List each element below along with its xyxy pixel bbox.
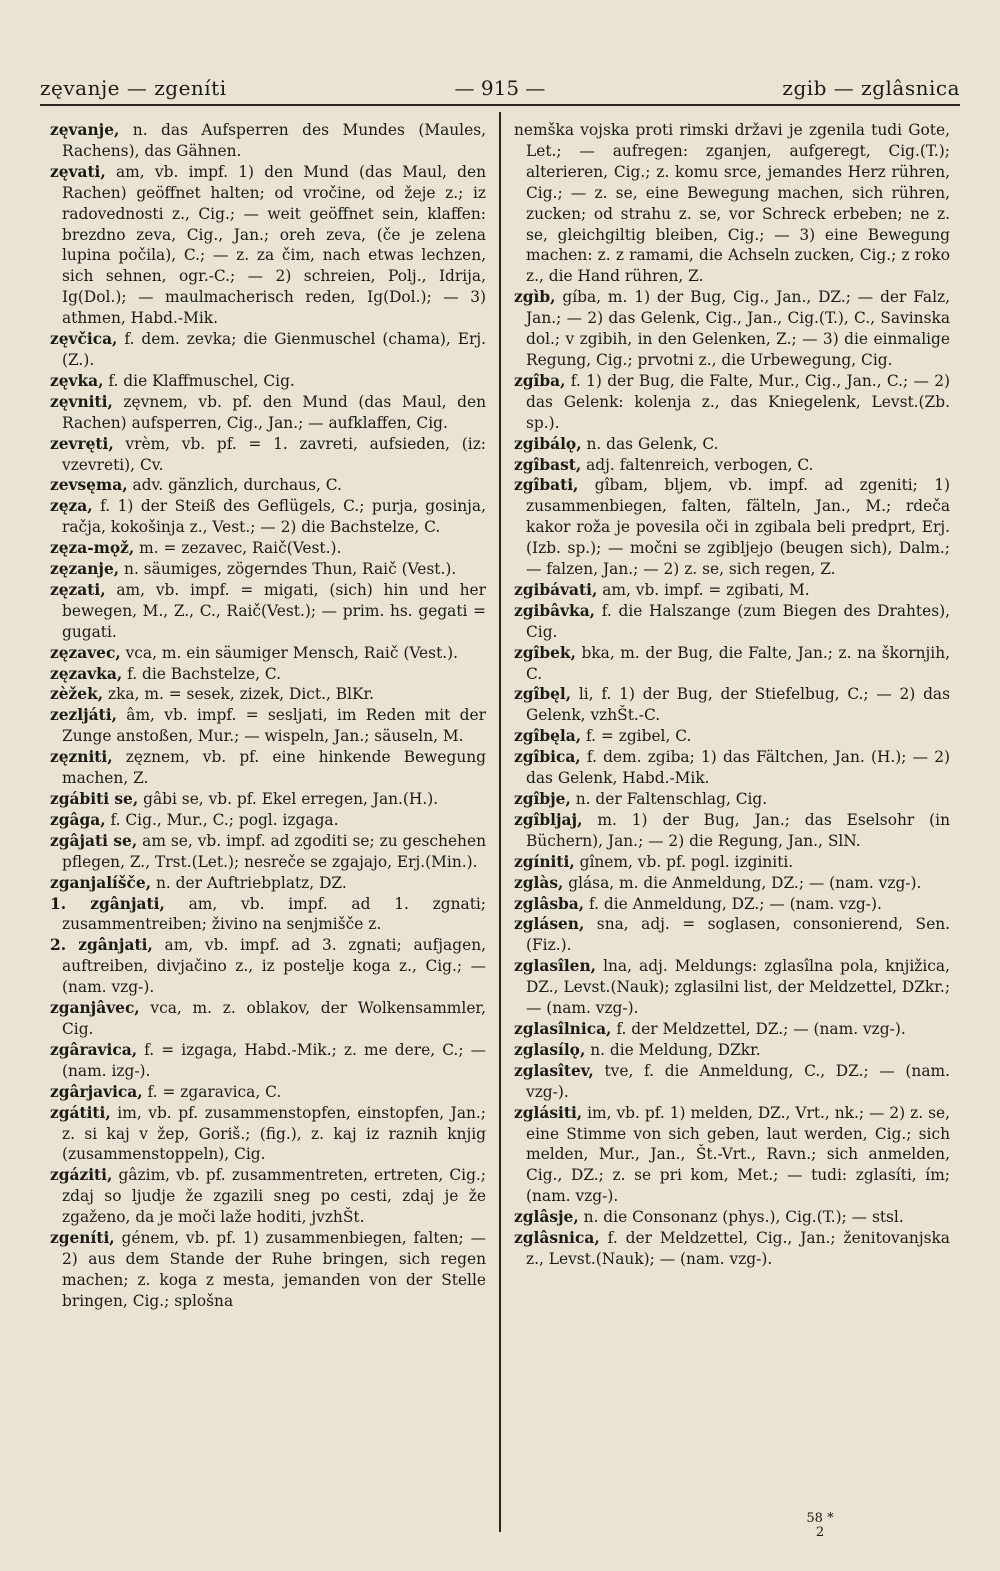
- entry-headword: zglâsnica,: [514, 1229, 600, 1248]
- dictionary-entry: [50, 475, 486, 496]
- entry-headword: zgáziti,: [50, 1166, 113, 1185]
- entry-definition: vca, m. z. oblakov, der Wolkensammler, Cig.: [62, 999, 486, 1038]
- entry-headword: zęvati,: [50, 162, 106, 181]
- entry-headword: 2. zgânjati,: [50, 936, 153, 955]
- entry-headword: zèžek,: [50, 685, 104, 704]
- entry-headword: zgîbje,: [514, 790, 571, 808]
- entry-headword: zgîba,: [514, 371, 566, 390]
- entry-definition: n. säumiges, zögerndes Thun, Raič (Vest.).: [119, 560, 457, 579]
- entry-headword: zgeníti,: [50, 1229, 115, 1248]
- entry-headword: zęvniti,: [50, 392, 113, 411]
- dictionary-entry: [50, 1228, 486, 1312]
- entry-headword: zęzavka,: [50, 664, 123, 683]
- entry-headword: zganjalíšče,: [50, 873, 152, 892]
- entry-definition: f. die Halszange (zum Biegen des Drahtes), Cig.: [526, 601, 950, 641]
- dictionary-entry: [50, 538, 486, 559]
- entry-headword: zęzavec,: [50, 643, 121, 662]
- entry-definition: f. 1) der Steiß des Geflügels, C.; purja, gosinja, račja, kokošinja z., Vest.; — 2) die Bachstelze, C.: [62, 497, 486, 537]
- entry-definition: am, vb. impf. ad 1. zgnati; zusammentreiben; živino na senjmišče z.: [62, 894, 486, 934]
- entry-definition: lna, adj. Meldungs: zglasîlna pola, knjižica, DZ., Levst.(Nauk); zglasilni list, der Meldzettel, DZkr.; — (nam. vzg-).: [526, 957, 951, 1018]
- entry-definition: zka, m. = sesek, zizek, Dict., BlKr.: [103, 685, 375, 704]
- entry-definition: vca, m. ein säumiger Mensch, Raič (Vest.).: [120, 643, 459, 662]
- header-right-range: zgib — zglâsnica: [782, 76, 960, 100]
- entry-definition: n. die Meldung, DZkr.: [585, 1040, 761, 1059]
- dictionary-entry: [50, 747, 486, 789]
- entry-definition: am se, vb. impf. ad zgoditi se; zu geschehen pflegen, Z., Trst.(Let.); nesreče se zgajajo, Erj.(Min.).: [62, 831, 486, 871]
- dictionary-entry: [514, 434, 950, 455]
- entry-definition: zęvnem, vb. pf. den Mund (das Maul, den Rachen) aufsperren, Cig., Jan.; — aufklaffen, Cig.: [62, 392, 486, 432]
- entry-definition: am, vb. impf. = zgibati, M.: [597, 580, 810, 599]
- entry-headword: zgátiti,: [50, 1103, 111, 1122]
- dictionary-entry: [514, 914, 950, 956]
- entry-headword: zglâsje,: [514, 1208, 579, 1227]
- entry-definition: tve, f. die Anmeldung, C., DZ.; — (nam. vzg-).: [526, 1061, 950, 1101]
- dictionary-entry: [50, 580, 486, 643]
- dictionary-entry: [50, 392, 486, 434]
- dictionary-entry: [50, 1165, 486, 1228]
- dictionary-entry: [50, 664, 486, 685]
- entry-headword: zęzati,: [50, 580, 106, 599]
- entry-definition: génem, vb. pf. 1) zusammenbiegen, falten; — 2) aus dem Stande der Ruhe bringen, sich regen machen; z. koga z mesta, jemanden von der Stelle bringen, Cig.; splošna: [62, 1229, 486, 1310]
- entry-definition: n. das Gelenk, C.: [581, 434, 719, 453]
- dictionary-entry: [50, 1103, 486, 1166]
- entry-headword: zglásen,: [514, 915, 585, 934]
- entry-headword: zglásiti,: [514, 1103, 583, 1122]
- entry-definition: glása, m. die Anmeldung, DZ.; — (nam. vzg-).: [563, 873, 922, 892]
- entry-headword: zevsęma,: [50, 476, 128, 495]
- entry-headword: zglasîlnica,: [514, 1019, 612, 1038]
- dictionary-entry: [50, 810, 486, 831]
- entry-headword: zgâga,: [50, 810, 106, 829]
- entry-headword: zglâsba,: [514, 894, 585, 913]
- dictionary-entry: [50, 1082, 486, 1103]
- dictionary-entry: [514, 789, 950, 810]
- entry-headword: zgîbek,: [514, 643, 576, 662]
- entry-definition: n. die Consonanz (phys.), Cig.(T.); — stsl.: [578, 1208, 904, 1227]
- entry-definition: f. die Klaffmuschel, Cig.: [103, 371, 295, 390]
- dictionary-entry: [50, 643, 486, 664]
- entry-definition: f. = zgaravica, C.: [142, 1082, 282, 1101]
- entry-definition: f. der Meldzettel, DZ.; — (nam. vzg-).: [611, 1019, 906, 1038]
- dictionary-entry: [514, 873, 950, 894]
- entry-definition: gâzim, vb. pf. zusammentreten, ertreten, Cig.; zdaj so ljudje že zgazili sneg po cesti, zdaj je že zgaženo, da je moči laže hoditi, jvzhŠt.: [62, 1166, 486, 1227]
- entry-definition: f. Cig., Mur., C.; pogl. izgaga.: [105, 810, 339, 829]
- dictionary-entry: [50, 789, 486, 810]
- entry-headword: zgâravica,: [50, 1040, 138, 1059]
- entry-definition: im, vb. pf. 1) melden, DZ., Vrt., nk.; — 2) z. se, eine Stimme von sich geben, laut werden, Cig.; sich melden, Mur., Jan., Št.-Vrt., Ravn.; sich anmelden, Cig., DZ.; z. se pri kom, Met.; — tudi: zglasíti, ím; (nam. vzg-).: [526, 1103, 950, 1206]
- entry-headword: zęvka,: [50, 371, 104, 390]
- entry-definition: âm, vb. impf. = sesljati, im Reden mit der Zunge anstoßen, Mur.; — wispeln, Jan.; säuseln, M.: [62, 706, 486, 746]
- dictionary-entry: [514, 1207, 950, 1228]
- dictionary-entry: [50, 873, 486, 894]
- dictionary-entry: [514, 1019, 950, 1040]
- entry-definition: li, f. 1) der Bug, der Stiefelbug, C.; — 2) das Gelenk, vzhŠt.-C.: [526, 685, 950, 725]
- entry-headword: zęzanje,: [50, 560, 120, 579]
- entry-definition: am, vb. impf. ad 3. zgnati; aufjagen, auftreiben, divjačino z., iz postelje koga z., Cig.; — (nam. vzg-).: [62, 936, 486, 997]
- entry-definition: gâbi se, vb. pf. Ekel erregen, Jan.(H.).: [138, 790, 439, 808]
- entry-definition: f. 1) der Bug, die Falte, Mur., Cig., Jan., C.; — 2) das Gelenk: kolenja z., das Kniegelenk, Levst.(Zb. sp.).: [526, 371, 950, 432]
- entry-definition: f. der Meldzettel, Cig., Jan.; ženitovanjska z., Levst.(Nauk); — (nam. vzg-).: [526, 1229, 950, 1268]
- header-left-range: zęvanje — zgeníti: [40, 76, 227, 100]
- entry-headword: zglasílǫ,: [514, 1040, 586, 1059]
- dictionary-entry: [514, 475, 950, 580]
- entry-definition: gînem, vb. pf. pogl. izginiti.: [574, 852, 794, 871]
- entry-definition: n. der Auftriebplatz, DZ.: [151, 873, 347, 892]
- dictionary-entry: [514, 371, 950, 434]
- entry-headword: zgâjati se,: [50, 831, 138, 850]
- entry-headword: zgârjavica,: [50, 1082, 143, 1101]
- entry-definition: nemška vojska proti rimski državi je zgenila tudi Gote, Let.; — aufregen: zganjen, aufgeregt, Cig.(T.); alterieren, Cig.; z. komu srce, jemandes Herz rühren, Cig.; — z. se, eine Bewegung machen, sich rühren, zucken; od strahu z. se, vor Schreck erbeben; ne z. se, gleichgiltig bleiben, Cig.; — 3) eine Bewegung machen: z. z ramami, die Achseln zucken, Cig.; z roko z., die Hand rühren, Z.: [514, 121, 950, 286]
- dictionary-entry: [514, 1228, 950, 1270]
- entry-headword: zęvanje,: [50, 121, 120, 139]
- dictionary-entry: [514, 956, 950, 1019]
- entry-headword: zglàs,: [514, 873, 564, 892]
- entry-headword: zgîbica,: [514, 748, 581, 767]
- entry-headword: zevręti,: [50, 434, 114, 453]
- entry-definition: f. dem. zevka; die Gienmuschel (chama), Erj.(Z.).: [62, 330, 486, 369]
- entry-headword: zgibâvka,: [514, 601, 596, 620]
- entry-definition: am, vb. impf. = migati, (sich) hin und her bewegen, M., Z., C., Raič(Vest.); — prim. hs. gegati = gugati.: [62, 580, 486, 641]
- dictionary-entry: [514, 287, 950, 371]
- entry-definition: im, vb. pf. zusammenstopfen, einstopfen, Jan.; z. si kaj v žep, Goriš.; (fig.), z. kaj iz raznih knjig (zusammenstoppeln), Cig.: [62, 1103, 486, 1164]
- dictionary-entry: [50, 705, 486, 747]
- right-column: [514, 120, 950, 1270]
- entry-headword: zganjâvec,: [50, 999, 140, 1018]
- entry-headword: zęvčica,: [50, 330, 118, 349]
- dictionary-entry: [514, 120, 950, 287]
- dictionary-entry: [514, 747, 950, 789]
- entry-headword: zglasîlen,: [514, 957, 597, 976]
- entry-definition: zęznem, vb. pf. eine hinkende Bewegung machen, Z.: [62, 748, 486, 788]
- entry-headword: zgîbljaj,: [514, 810, 583, 829]
- page-header: [40, 60, 960, 106]
- entry-headword: zgíniti,: [514, 852, 575, 871]
- entry-headword: zglasîtev,: [514, 1061, 594, 1080]
- entry-headword: zgîbęla,: [514, 727, 582, 746]
- dictionary-entry: [50, 434, 486, 476]
- entry-definition: n. das Aufsperren des Mundes (Maules, Rachens), das Gähnen.: [62, 121, 486, 160]
- entry-definition: gîbam, bljem, vb. impf. ad zgeniti; 1) zusammenbiegen, falten, fälteln, Jan., M.; rdeča kakor roža je povesila oči in zgibala beli predprt, Erj.(Izb. sp.); — močni se zgibljejo (beugen sich), Dalm.; — falzen, Jan.; — 2) z. se, sich regen, Z.: [526, 476, 950, 579]
- entry-definition: f. die Anmeldung, DZ.; — (nam. vzg-).: [584, 894, 882, 913]
- dictionary-entry: [514, 455, 950, 476]
- entry-headword: zgábiti se,: [50, 790, 139, 808]
- entry-headword: zgîbęl,: [514, 685, 572, 704]
- dictionary-entry: [50, 684, 486, 705]
- entry-definition: f. = izgaga, Habd.-Mik.; z. me dere, C.; — (nam. izg-).: [62, 1040, 486, 1080]
- dictionary-entry: [50, 559, 486, 580]
- dictionary-entry: [50, 496, 486, 538]
- entry-headword: 1. zgânjati,: [50, 894, 165, 913]
- dictionary-entry: [50, 162, 486, 329]
- dictionary-entry: [514, 580, 950, 601]
- entry-definition: m. 1) der Bug, Jan.; das Eselsohr (in Büchern), Jan.; — 2) die Regung, Jan., SlN.: [526, 810, 950, 850]
- entry-definition: gíba, m. 1) der Bug, Cig., Jan., DZ.; — der Falz, Jan.; — 2) das Gelenk, Cig., Jan., Cig.(T.), C., Savinska dol.; v zgibih, in den Gelenken, Z.; — 3) die einmalige Regung, Cig.; prvotni z., die Urbewegung, Cig.: [526, 288, 950, 369]
- entry-definition: bka, m. der Bug, die Falte, Jan.; z. na škornjih, C.: [526, 643, 950, 683]
- dictionary-entry: [514, 643, 950, 685]
- entry-definition: f. = zgibel, C.: [581, 727, 692, 746]
- entry-headword: zęza-mǫž,: [50, 539, 135, 558]
- entry-definition: f. dem. zgiba; 1) das Fältchen, Jan. (H.); — 2) das Gelenk, Habd.-Mik.: [526, 748, 950, 788]
- dictionary-entry: [50, 998, 486, 1040]
- entry-headword: zezljáti,: [50, 706, 117, 725]
- entry-definition: adv. gänzlich, durchaus, C.: [127, 476, 342, 495]
- column-divider: [499, 112, 501, 1532]
- entry-definition: m. = zezavec, Raič(Vest.).: [134, 539, 342, 558]
- dictionary-entry: [514, 894, 950, 915]
- entry-headword: zgibávati,: [514, 580, 598, 599]
- dictionary-entry: [514, 1103, 950, 1208]
- left-column: [50, 120, 486, 1312]
- entry-headword: zgîbati,: [514, 476, 579, 495]
- dictionary-entry: [514, 684, 950, 726]
- dictionary-entry: [50, 1040, 486, 1082]
- printer-signature: [790, 1512, 850, 1540]
- entry-headword: zgibálǫ,: [514, 434, 582, 453]
- dictionary-entry: [50, 120, 486, 162]
- dictionary-entry: [514, 810, 950, 852]
- entry-definition: vrèm, vb. pf. = 1. zavreti, aufsieden, (iz: vzevreti), Cv.: [62, 434, 486, 474]
- entry-headword: zęza,: [50, 497, 93, 516]
- entry-definition: f. die Bachstelze, C.: [122, 664, 282, 683]
- entry-definition: n. der Faltenschlag, Cig.: [570, 790, 768, 808]
- entry-definition: adj. faltenreich, verbogen, C.: [581, 455, 814, 474]
- dictionary-entry: [50, 371, 486, 392]
- signature-mark: 58 *: [806, 1511, 834, 1526]
- signature-sub: 2: [815, 1525, 825, 1540]
- entry-headword: zęzniti,: [50, 748, 113, 767]
- dictionary-entry: [50, 935, 486, 998]
- entry-headword: zgîbast,: [514, 455, 582, 474]
- dictionary-entry: [514, 1040, 950, 1061]
- entry-definition: am, vb. impf. 1) den Mund (das Maul, den Rachen) geöffnet halten; od vročine, od žeje z.; iz radovednosti z., Cig.; — weit geöffnet sein, klaffen: brezdno zeva, Cig., Jan.; oreh zeva, (če je zelena lupina počila), C.; — z. za čim, nach etwas lechzen, sich sehnen, ogr.-C.; — 2) schreien, Polj., Idrija, Ig(Dol.); — maulmacherisch reden, Ig(Dol.); — 3) athmen, Habd.-Mik.: [62, 162, 486, 328]
- dictionary-entry: [514, 726, 950, 747]
- dictionary-entry: [514, 601, 950, 643]
- entry-headword: zgìb,: [514, 288, 556, 307]
- dictionary-entry: [50, 894, 486, 936]
- dictionary-entry: [50, 329, 486, 371]
- dictionary-entry: [514, 852, 950, 873]
- entry-definition: sna, adj. = soglasen, consonierend, Sen.(Fiz.).: [526, 915, 950, 955]
- dictionary-entry: [50, 831, 486, 873]
- page-number: — 915 —: [454, 76, 546, 100]
- dictionary-entry: [514, 1061, 950, 1103]
